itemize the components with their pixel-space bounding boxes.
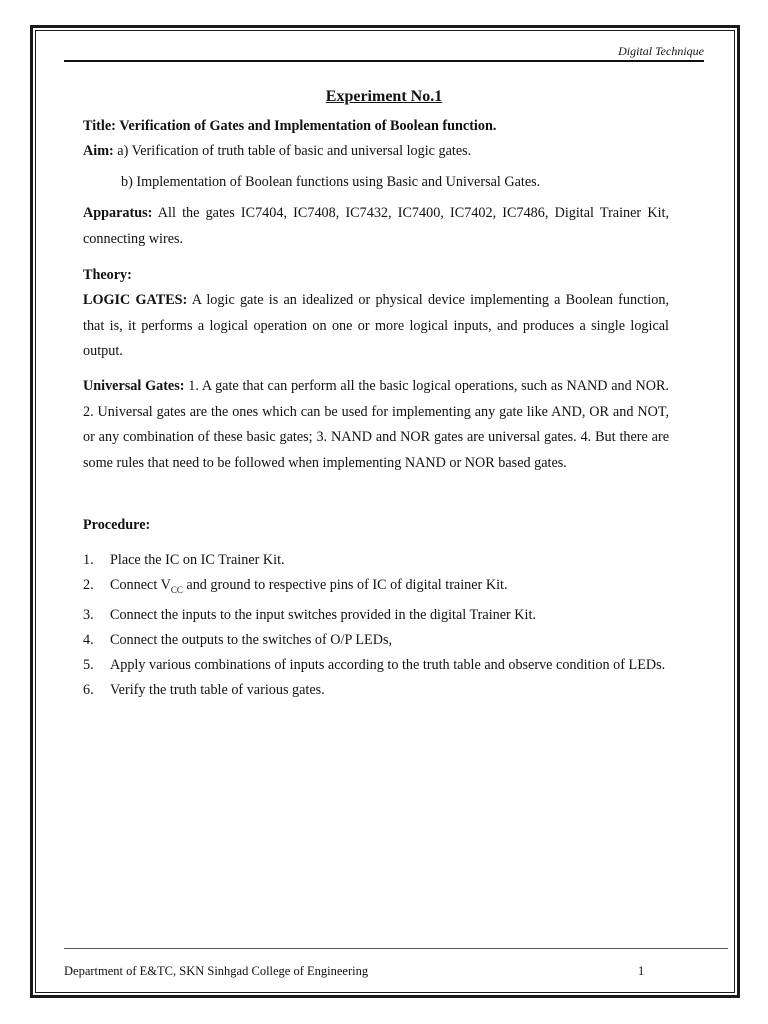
list-item (83, 628, 669, 653)
page-number: 1 (638, 964, 645, 978)
running-header: Digital Technique (618, 44, 704, 58)
procedure-list (83, 548, 669, 703)
aim-b-line (121, 174, 707, 191)
step-number: 2. (83, 577, 94, 593)
step-text: Connect the inputs to the input switches provided in the digital Trainer Kit. (110, 606, 536, 623)
aim-label: Aim: (83, 143, 114, 159)
theory-heading: Theory: (83, 267, 132, 283)
step-text: Place the IC on IC Trainer Kit. (110, 552, 285, 568)
experiment-heading: Experiment No.1 (325, 88, 443, 105)
logic-gates-label: LOGIC GATES: (83, 292, 188, 308)
vcc-subscript: CC (170, 584, 183, 595)
step-number: 3. (83, 606, 94, 623)
header-rule (64, 60, 704, 62)
list-item (83, 573, 669, 603)
list-item (83, 603, 669, 628)
aim-a-text: a) Verification of truth table of basic and universal logic gates. (117, 143, 472, 159)
list-item (83, 653, 669, 678)
step-number: 6. (83, 681, 94, 698)
title-label: Title: (83, 118, 116, 134)
logic-gates-paragraph (83, 288, 669, 365)
step-number: 5. (83, 656, 94, 673)
step-text: Connect the outputs to the switches of O/P LEDs, (110, 631, 393, 648)
step-text-post: and ground to respective pins of IC of digital trainer Kit. (182, 577, 508, 593)
universal-gates-text: 1. A gate that can perform all the basic logical operations, such as NAND and NOR. 2. Universal gates are the ones which can be used for implementing any gate like AND, OR and NOT, or any combination of these basic gates; 3. NAND and NOR gates are universal gates. 4. But there are some rules that need to be followed when implementing NAND or NOR based gates. (83, 378, 669, 471)
apparatus-paragraph (83, 201, 669, 252)
apparatus-label: Apparatus: (83, 205, 153, 221)
step-text-pre: Connect V (110, 577, 171, 593)
aim-b-text: b) Implementation of Boolean functions using Basic and Universal Gates. (121, 174, 541, 190)
footer-department: Department of E&TC, SKN Sinhgad College of Engineering (64, 964, 369, 978)
procedure-heading: Procedure: (83, 517, 151, 533)
title-text: Verification of Gates and Implementation of Boolean function. (119, 118, 497, 134)
list-item (83, 678, 669, 703)
aim-line (83, 143, 669, 160)
list-item (83, 548, 669, 573)
footer-rule (64, 948, 728, 949)
apparatus-text: All the gates IC7404, IC7408, IC7432, IC7400, IC7402, IC7486, Digital Trainer Kit, connecting wires. (83, 205, 669, 247)
step-number: 1. (83, 552, 94, 568)
step-number: 4. (83, 631, 94, 648)
step-text: Verify the truth table of various gates. (110, 681, 325, 698)
universal-gates-paragraph (83, 374, 669, 476)
universal-gates-label: Universal Gates: (83, 378, 185, 394)
step-text: Apply various combinations of inputs according to the truth table and observe condition of LEDs. (110, 656, 666, 673)
title-line (83, 118, 669, 135)
logic-gates-text: A logic gate is an idealized or physical device implementing a Boolean function, that is, it performs a logical operation on one or more logical inputs, and produces a single logical output. (83, 292, 669, 359)
